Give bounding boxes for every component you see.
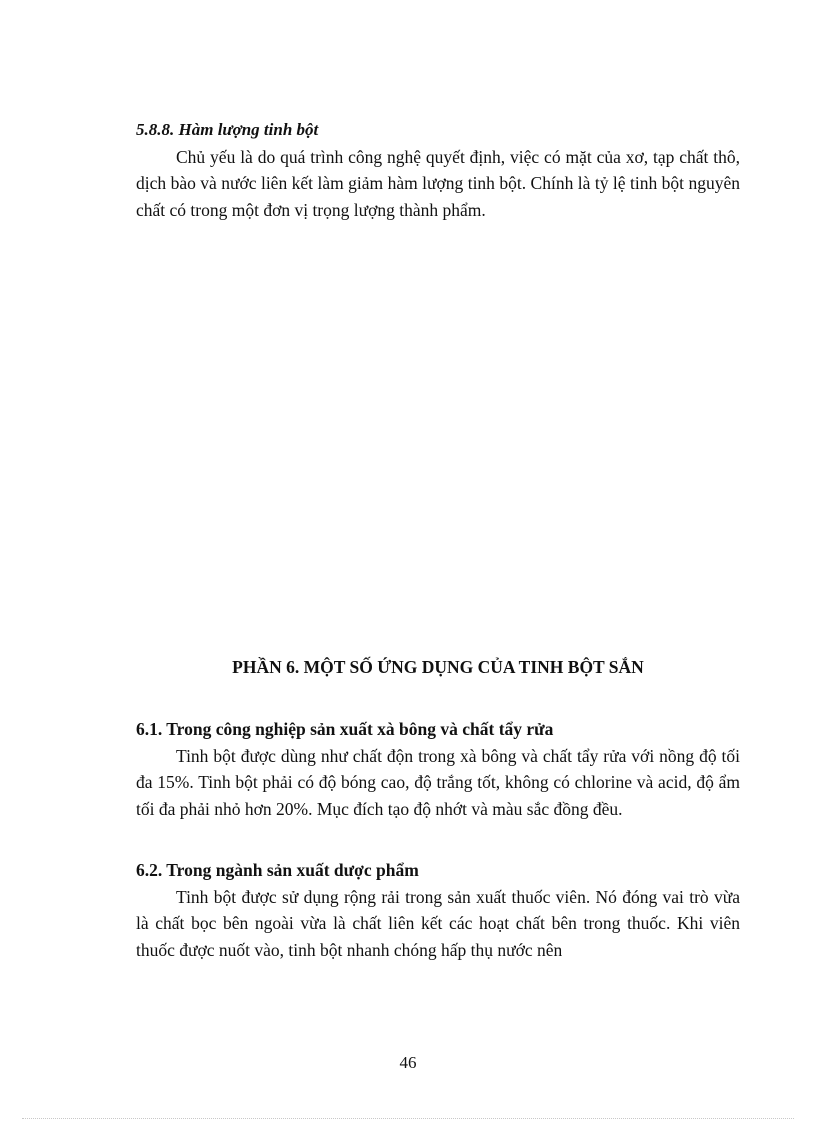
section-paragraph-6-1: Tinh bột được dùng như chất độn trong xà bông và chất tẩy rửa với nồng độ tối đa 15%. Tinh bột phải có độ bóng cao, độ trắng tốt, không có chlorine và acid, độ ẩm tối đa phải nhỏ hơn 20%. Mục đích tạo độ nhớt và màu sắc đồng đều.: [136, 745, 740, 819]
section-6-2: [136, 857, 740, 963]
section-heading-6-2: 6.2. Trong ngành sản xuất dược phẩm: [136, 860, 419, 880]
section-6-1: [136, 716, 740, 822]
section-paragraph-6-2: Tinh bột được sử dụng rộng rải trong sản xuất thuốc viên. Nó đóng vai trò vừa là chất bọc bên ngoài vừa là chất liên kết các hoạt chất bên trong thuốc. Khi viên thuốc được nuốt vào, tinh bột nhanh chóng hấp thụ nước nên: [136, 886, 740, 960]
section-5-8-8: [136, 117, 740, 223]
page-bottom-divider: [22, 1118, 794, 1119]
page-number: 46: [399, 1053, 417, 1072]
part-6-title: PHẦN 6. MỘT SỐ ỨNG DỤNG CỦA TINH BỘT SẮN: [232, 657, 644, 677]
section-heading-6-1: 6.1. Trong công nghiệp sản xuất xà bông và chất tẩy rửa: [136, 719, 554, 739]
section-heading-5-8-8: 5.8.8. Hàm lượng tinh bột: [136, 120, 319, 139]
section-paragraph-5-8-8: Chủ yếu là do quá trình công nghệ quyết định, việc có mặt của xơ, tạp chất thô, dịch bào và nước liên kết làm giảm hàm lượng tinh bột. Chính là tỷ lệ tinh bột nguyên chất có trong một đơn vị trọng lượng thành phẩm.: [136, 146, 740, 220]
